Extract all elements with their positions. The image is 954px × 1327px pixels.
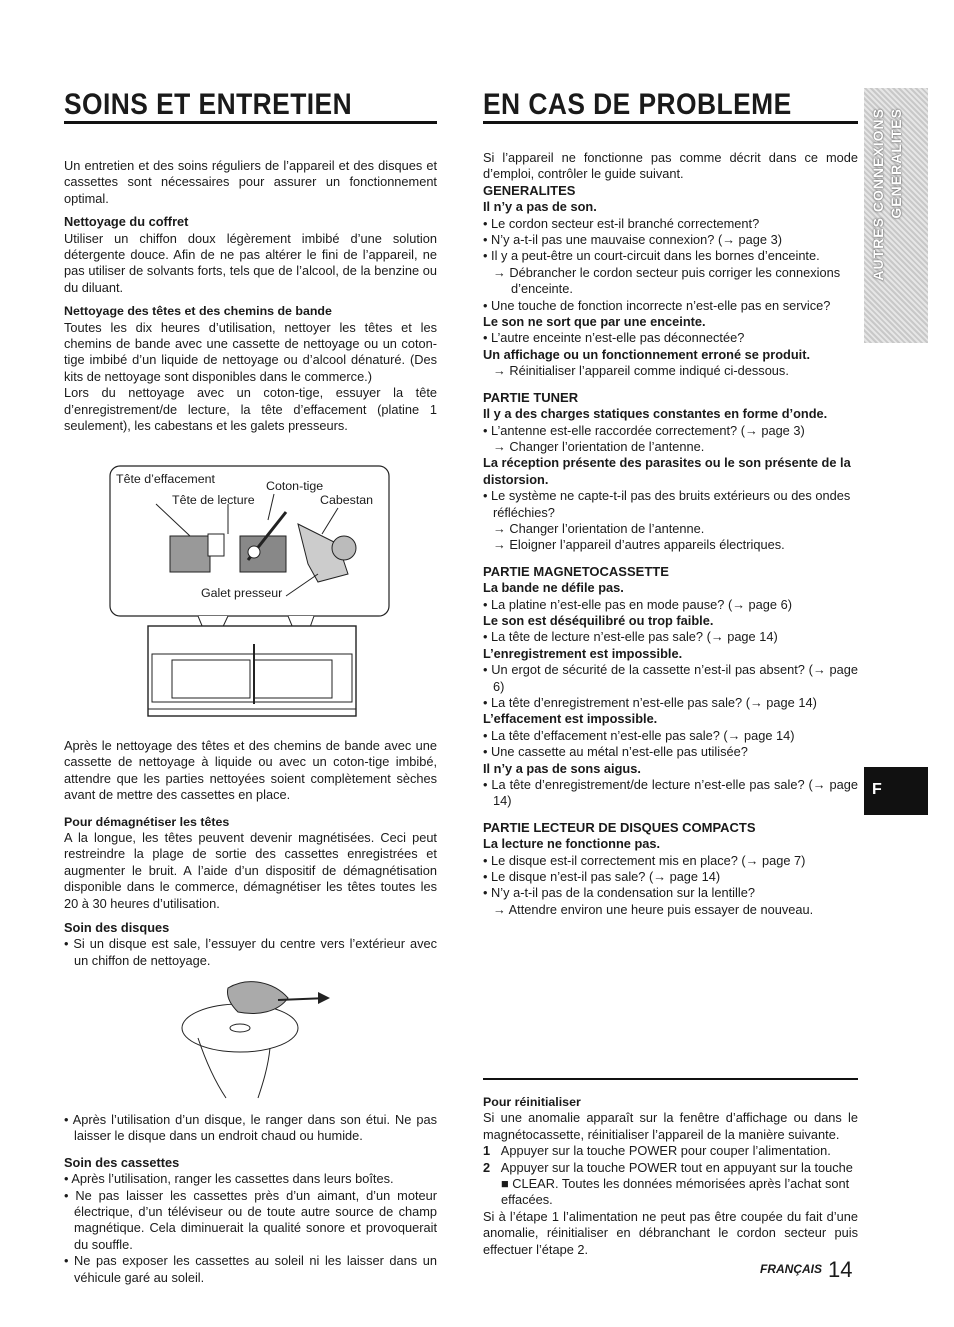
cassettes-bullet-3: • Ne pas exposer les cassettes au soleil ni les laisser dans un véhicule garé au soleil.: [64, 1253, 437, 1285]
tetes-text-1: Toutes les dix heures d’utilisation, nettoyer les têtes et les chemins de bande avec une cassette de nettoyage ou un coton-tige imbibé d’un liquide de nettoyage ou d’alcool dénaturé. (Des kits de nettoyage sont disponibles dans le commerce.): [64, 319, 437, 384]
tuner-q2-a2: → Eloigner l’appareil d’autres appareils électriques.: [493, 537, 785, 553]
disc-cleaning-figure: [178, 968, 338, 1100]
gen-q2: Le son ne sort que par une enceinte.: [483, 314, 706, 330]
gen-q3: Un affichage ou un fonctionnement erroné se produit.: [483, 346, 811, 362]
coffret-heading: Nettoyage du coffret: [64, 214, 189, 230]
disques-heading: Soin des disques: [64, 920, 170, 936]
label-tete-lecture: Tête de lecture: [172, 493, 255, 507]
tuner-q1-a1: → Changer l’orientation de l’antenne.: [493, 438, 705, 454]
right-column: [483, 150, 858, 918]
demag-text: A la longue, les têtes peuvent devenir magnétisées. Ceci peut restreindre la plage de sortie des cassettes enregistrées et augmenter le bruit. A l’aide d’un dispositif de démagnétisation disponible dans le commerce, démagnétiser les têtes toutes les 20 à 30 heures d’utilisation.: [64, 830, 437, 911]
reset-note: Si à l’étape 1 l’alimentation ne peut pas être coupée du fait d’une anomalie, réinitialiser en débranchant le cordon secteur puis effectuer l’étape 2.: [483, 1208, 858, 1257]
left-intro: Un entretien et des soins réguliers de l’appareil et des disques et cassettes sont nécessaires pour assurer un fonctionnement optimal.: [64, 158, 437, 206]
footer-language: FRANÇAIS: [760, 1262, 822, 1276]
reset-step-1: [483, 1143, 858, 1159]
side-tab-line1: AUTRES CONNEXIONS: [870, 108, 886, 281]
cd-q1-a3: → Attendre environ une heure puis essayer de nouveau.: [493, 901, 814, 917]
tuner-q2-a1: → Changer l’orientation de l’antenne.: [493, 520, 705, 536]
gen-q1-b1: • Le cordon secteur est-il branché correctement?: [483, 215, 760, 231]
cassettes-heading: Soin des cassettes: [64, 1154, 180, 1170]
tuner-q1: Il y a des charges statiques constantes en forme d’onde.: [483, 406, 828, 422]
magnetocassette-heading: PARTIE MAGNETOCASSETTE: [483, 563, 669, 579]
cassettes-bullet-2: • Ne pas laisser les cassettes près d’un aimant, d’un moteur électrique, d’un téléviseur ou de toute autre source de champ magnétique. Cela diminuerait la qualité sonore et provoquerait du souffle.: [64, 1187, 437, 1252]
mag-q5-b1: • La tête d’enregistrement/de lecture n’est-elle pas sale? (→ page 14): [483, 777, 858, 809]
language-tab-letter: F: [872, 781, 882, 798]
cd-q1-b1: • Le disque est-il correctement mis en place? (→ page 7): [483, 852, 806, 868]
left-column-middle: [64, 738, 437, 969]
gen-q2-b1: • L’autre enceinte n’est-elle pas déconnectée?: [483, 330, 745, 346]
mag-q1: La bande ne défile pas.: [483, 580, 624, 596]
cd-q1: La lecture ne fonctionne pas.: [483, 836, 661, 852]
tetes-heading: Nettoyage des têtes et des chemins de bande: [64, 304, 332, 319]
mag-q4-b1: • La tête d’effacement n’est-elle pas sale? (→ page 14): [483, 727, 795, 743]
mag-q3-b2: • La tête d’enregistrement n’est-elle pas sale? (→ page 14): [483, 695, 817, 710]
label-tete-effacement: Tête d’effacement: [116, 472, 215, 486]
cd-heading: PARTIE LECTEUR DE DISQUES COMPACTS: [483, 819, 756, 835]
demag-heading: Pour démagnétiser les têtes: [64, 814, 230, 829]
mag-q1-b1: • La platine n’est-elle pas en mode pause? (→ page 6): [483, 596, 792, 612]
reset-section: [483, 1094, 858, 1258]
language-tab: [864, 767, 928, 815]
gen-q1-b2: • N’y a-t-il pas une mauvaise connexion? (→ page 3): [483, 232, 782, 248]
gen-q1: Il n’y a pas de son.: [483, 199, 597, 215]
generalites-heading: GENERALITES: [483, 182, 576, 198]
tuner-heading: PARTIE TUNER: [483, 389, 579, 405]
mag-q4: L’effacement est impossible.: [483, 711, 658, 727]
mag-q3-b1: • Un ergot de sécurité de la cassette n’est-il pas absent? (→ page 6): [483, 662, 858, 694]
cd-q1-b3: • N’y a-t-il pas de la condensation sur la lentille?: [483, 885, 755, 901]
mag-q4-b2: • Une cassette au métal n’est-elle pas utilisée?: [483, 744, 748, 760]
left-title-rule: [64, 121, 437, 124]
gen-q3-a1: → Réinitialiser l’appareil comme indiqué ci-dessous.: [493, 363, 789, 379]
left-title: SOINS ET ENTRETIEN: [64, 88, 353, 121]
disques-bullet-2: • Après l’utilisation d’un disque, le ranger dans son étui. Ne pas laisser le disque dans un endroit chaud ou humide.: [64, 1112, 437, 1144]
page-number: 14: [828, 1257, 853, 1282]
label-galet-presseur: Galet presseur: [201, 586, 283, 600]
left-column-lower: [64, 1112, 437, 1286]
reset-heading: Pour réinitialiser: [483, 1095, 581, 1109]
right-title: EN CAS DE PROBLEME: [483, 88, 792, 121]
reset-text: Si une anomalie apparaît sur la fenêtre d’affichage ou dans le magnétocassette, réinitialiser l’appareil de la manière suivante.: [483, 1110, 858, 1142]
tape-head-figure: [108, 464, 392, 724]
mag-q2: Le son est déséquilibré ou trop faible.: [483, 612, 714, 628]
reset-step-2-text: Appuyer sur la touche POWER tout en appuyant sur la touche ■ CLEAR. Toutes les données mémorisées après l’achat sont effacées.: [500, 1159, 853, 1208]
coffret-text: Utiliser un chiffon doux légèrement imbibé d’une solution détergente douce. Afin de ne pas altérer le fini de l’appareil, ne pas utiliser de solvants forts, tels que de l’alcool, de la benzine ou du diluant.: [64, 230, 437, 295]
apres-text: Après le nettoyage des têtes et des chemins de bande avec une cassette de nettoyage à liquide ou avec un coton-tige imbibé, attendre que les parties nettoyées soient complètement sèches avant de mettre des cassettes en place.: [64, 738, 437, 803]
mag-q5: Il n’y a pas de sons aigus.: [483, 760, 641, 776]
reset-step-1-number: 1: [483, 1143, 491, 1159]
right-title-rule: [483, 121, 858, 124]
mag-q3: L’enregistrement est impossible.: [483, 645, 683, 661]
tuner-q2-b1: • Le système ne capte-t-il pas des bruits extérieurs ou des ondes réfléchies?: [483, 488, 851, 520]
gen-q1-a3: → Débrancher le cordon secteur puis corriger les connexions d’enceinte.: [493, 264, 841, 297]
tuner-q1-b1: • L’antenne est-elle raccordée correctement? (→ page 3): [483, 422, 805, 438]
reset-rule: [483, 1078, 858, 1080]
label-coton-tige: Coton-tige: [266, 479, 324, 493]
reset-step-2: [483, 1160, 858, 1209]
disques-bullet-1: • Si un disque est sale, l’essuyer du centre vers l’extérieur avec un chiffon de nettoyage.: [64, 936, 437, 968]
reset-step-1-text: Appuyer sur la touche POWER pour couper l’alimentation.: [500, 1143, 831, 1159]
tuner-q2: La réception présente des parasites ou le son présente de la distorsion.: [483, 455, 851, 487]
tetes-text-2: Lors du nettoyage avec un coton-tige, essuyer la tête d’enregistrement/de lecture, la tête d’effacement (platine 1 seulement), les cabestans et les galets presseurs.: [64, 385, 437, 434]
side-tab-line2: GENERALITES: [888, 108, 904, 219]
right-intro: Si l’appareil ne fonctionne pas comme décrit dans ce mode d’emploi, contrôler le guide suivant.: [483, 150, 858, 182]
mag-q2-b1: • La tête de lecture n’est-elle pas sale? (→ page 14): [483, 629, 778, 645]
cassettes-bullet-1: • Après l’utilisation, ranger les cassettes dans leurs boîtes.: [64, 1171, 394, 1187]
left-column-upper: [64, 158, 437, 435]
disc-cleaning-illustration: [178, 968, 338, 1100]
cd-q1-b2: • Le disque n’est-il pas sale? (→ page 14): [483, 869, 721, 885]
label-cabestan: Cabestan: [320, 493, 374, 507]
reset-step-2-number: 2: [483, 1159, 491, 1175]
side-section-tab: [864, 88, 928, 343]
gen-q1-b4: • Une touche de fonction incorrecte n’est-elle pas en service?: [483, 297, 831, 313]
gen-q1-b3: • Il y a peut-être un court-circuit dans les bornes d’enceinte.: [483, 248, 820, 264]
